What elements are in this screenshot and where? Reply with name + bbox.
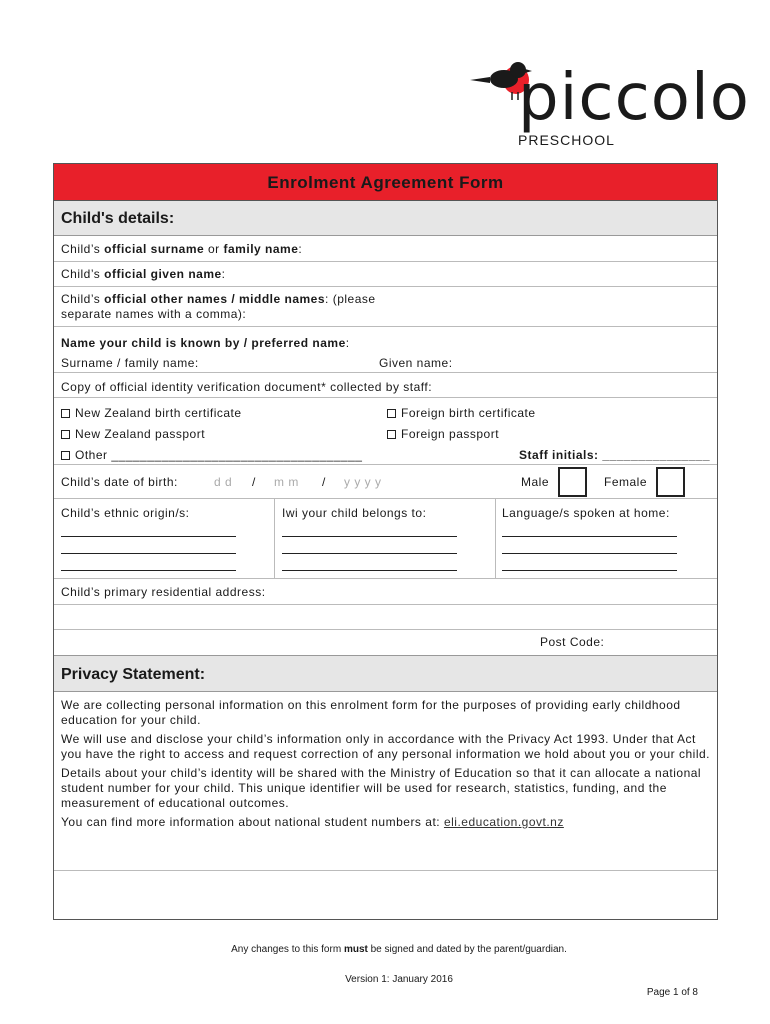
post-code-label: Post Code: xyxy=(540,635,605,649)
form-title: Enrolment Agreement Form xyxy=(54,164,717,201)
foreign-birth-checkbox[interactable] xyxy=(387,409,396,418)
ethnic-line xyxy=(61,553,236,554)
logo-subtitle: PRESCHOOL xyxy=(518,132,615,148)
language-line xyxy=(502,536,677,537)
surname-mid: or xyxy=(204,242,224,256)
language-label: Language/s spoken at home: xyxy=(502,506,670,520)
surname-suffix: : xyxy=(298,242,303,256)
nz-passport-option[interactable] xyxy=(61,427,205,441)
footer-note-prefix: Any changes to this form xyxy=(231,944,344,955)
surname-label-bold: official surname xyxy=(104,242,205,256)
dob-month[interactable]: m m xyxy=(274,475,299,489)
given-prefix: Child’s xyxy=(61,267,105,281)
address-label: Child’s primary residential address: xyxy=(61,585,266,599)
privacy-heading: Privacy Statement: xyxy=(54,655,717,692)
male-label: Male xyxy=(521,475,550,489)
iwi-label: Iwi your child belongs to: xyxy=(282,506,427,520)
ethnic-line xyxy=(61,570,236,571)
language-line xyxy=(502,570,677,571)
footer-note xyxy=(0,944,770,955)
privacy-para-2: We will use and disclose your child’s information only in accordance with the Privacy Act 1993. Under that Act you have the right to access and request correction of any personal information we hold about you or your child. xyxy=(61,732,711,761)
piccolo-logo xyxy=(468,58,750,158)
nz-birth-option[interactable] xyxy=(61,406,242,420)
surname-field[interactable] xyxy=(54,236,717,262)
enrolment-form xyxy=(53,163,718,920)
dob-sep1: / xyxy=(252,475,256,489)
other-prefix: Child’s xyxy=(61,292,105,306)
female-label: Female xyxy=(604,475,648,489)
foreign-passport-checkbox[interactable] xyxy=(387,430,396,439)
language-line xyxy=(502,553,677,554)
page-number: Page 1 of 8 xyxy=(646,987,698,998)
address-field[interactable] xyxy=(54,579,717,605)
id-document-label: Copy of official identity verification document* collected by staff: xyxy=(61,380,433,394)
staff-initials[interactable]: Staff initials: _______________ xyxy=(519,448,710,462)
iwi-line xyxy=(282,570,457,571)
nz-passport-checkbox[interactable] xyxy=(61,430,70,439)
address-line-2[interactable] xyxy=(54,605,717,630)
preferred-given-label: Given name: xyxy=(379,356,453,370)
nz-birth-checkbox[interactable] xyxy=(61,409,70,418)
dob-sep2: / xyxy=(322,475,326,489)
footer-note-bold: must xyxy=(343,944,368,955)
surname-prefix: Child’s xyxy=(61,242,105,256)
origin-row xyxy=(54,499,717,579)
foreign-birth-label: Foreign birth certificate xyxy=(401,406,536,420)
ethnic-line xyxy=(61,536,236,537)
ethnic-origin-field[interactable] xyxy=(61,499,276,578)
privacy-para-1: We are collecting personal information on this enrolment form for the purposes of providing early childhood education for your child. xyxy=(61,698,681,727)
privacy-para-4 xyxy=(61,815,710,830)
post-code-row[interactable] xyxy=(54,630,717,655)
dob-year[interactable]: y y y y xyxy=(344,475,382,489)
dob-row xyxy=(54,465,717,499)
dob-label: Child’s date of birth: xyxy=(61,475,178,489)
other-checkbox[interactable] xyxy=(61,451,70,460)
given-name-field[interactable] xyxy=(54,262,717,287)
privacy-para-4-text: You can find more information about national student numbers at: xyxy=(61,815,444,829)
given-suffix: : xyxy=(221,267,226,281)
nz-birth-label: New Zealand birth certificate xyxy=(75,406,242,420)
other-names-field[interactable] xyxy=(54,287,717,327)
other-label-bold: official other names / middle names xyxy=(104,292,326,306)
foreign-passport-label: Foreign passport xyxy=(401,427,500,441)
version-label: Version 1: January 2016 xyxy=(345,974,453,985)
foreign-birth-option[interactable] xyxy=(387,406,536,420)
preferred-surname-label: Surname / family name: xyxy=(61,356,199,370)
iwi-line xyxy=(282,553,457,554)
other-suffix: : (please xyxy=(325,292,376,306)
nsn-link[interactable]: eli.education.govt.nz xyxy=(443,815,564,829)
privacy-statement xyxy=(54,692,717,871)
female-checkbox[interactable] xyxy=(656,467,685,497)
other-option-label: Other ___________________________________ xyxy=(75,448,363,462)
language-field[interactable] xyxy=(502,499,717,578)
foreign-passport-option[interactable] xyxy=(387,427,499,441)
privacy-para-3: Details about your child’s identity will be shared with the Ministry of Education so that it can allocate a national student number for your child. This unique identifier will be used for research, statistics, funding, and the measurement of educational outcomes. xyxy=(61,766,702,810)
ethnic-label: Child’s ethnic origin/s: xyxy=(61,506,190,520)
male-checkbox[interactable] xyxy=(558,467,587,497)
logo-wordmark: piccolo xyxy=(518,61,750,135)
given-label-bold: official given name xyxy=(104,267,222,281)
iwi-line xyxy=(282,536,457,537)
footer-note-suffix: be signed and dated by the parent/guardian. xyxy=(367,944,567,955)
id-document-block xyxy=(54,373,717,465)
other-line2: separate names with a comma): xyxy=(61,307,247,321)
family-name-label-bold: family name xyxy=(223,242,299,256)
childs-details-heading: Child's details: xyxy=(54,201,717,236)
dob-day[interactable]: d d xyxy=(214,475,233,489)
iwi-field[interactable] xyxy=(282,499,497,578)
nz-passport-label: New Zealand passport xyxy=(75,427,206,441)
preferred-name-field[interactable] xyxy=(54,327,717,373)
preferred-label-bold: Name your child is known by / preferred name xyxy=(61,336,346,350)
other-option[interactable] xyxy=(61,448,362,462)
preferred-suffix: : xyxy=(345,336,350,350)
